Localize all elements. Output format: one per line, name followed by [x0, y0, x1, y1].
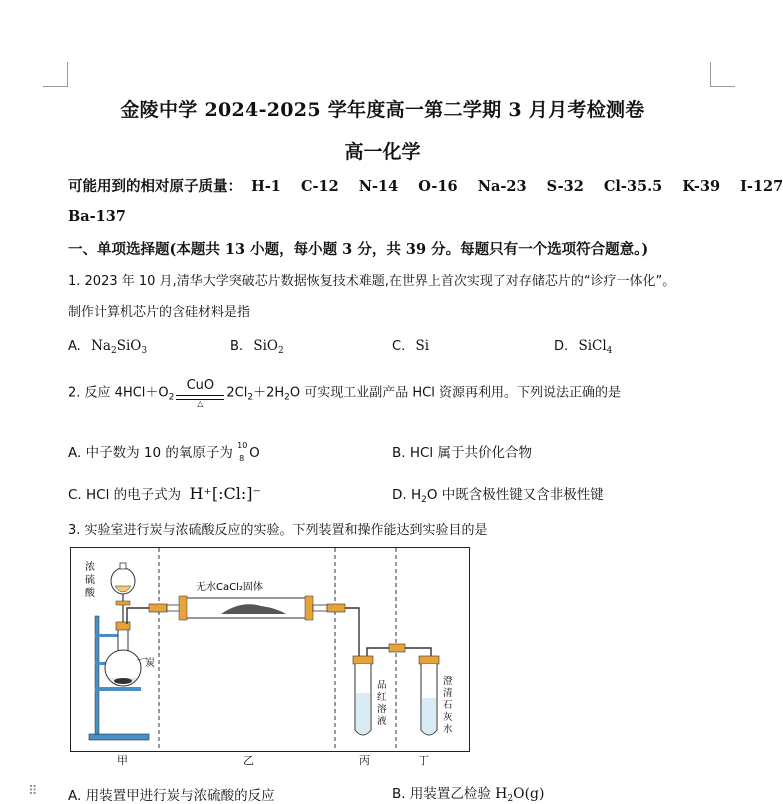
carbon-solid [114, 678, 132, 684]
svg-text:液: 液 [377, 716, 387, 727]
q2-option-b: B. HCl 属于共价化合物 [392, 445, 532, 461]
q2-option-c: C. HCl 的电子式为 H⁺[:Cl:]⁻ [68, 484, 261, 503]
isotope-notation: 10 8 [237, 441, 248, 463]
formula-sicl4: SiCl$_4$ [578, 338, 613, 356]
mass-o: O-16 [418, 178, 458, 195]
atomic-mass-label: 可能用到的相对原子质量： [68, 178, 242, 195]
q1-option-c: C. Si [392, 338, 430, 354]
mass-na: Na-23 [477, 178, 527, 195]
svg-text:澄: 澄 [443, 676, 453, 687]
electron-formula: H⁺[:Cl:]⁻ [189, 484, 261, 503]
apparatus-drawing [71, 548, 469, 751]
svg-text:溶: 溶 [377, 704, 387, 715]
acid-label-1: 浓 [85, 562, 95, 573]
q2-option-a: A. 中子数为 10 的氧原子为 10 8 O [68, 441, 260, 463]
q1-option-b: B. SiO$_2$ [230, 338, 284, 356]
flask-stopper [116, 622, 130, 630]
formula-sio2: SiO$_2$ [253, 338, 284, 356]
mass-i: I-127 [740, 178, 783, 195]
exam-title: 金陵中学 2024-2025 学年度高一第二学期 3 月月考检测卷 [120, 99, 645, 121]
svg-text:水: 水 [443, 724, 453, 735]
connector-3 [389, 644, 405, 652]
mass-c: C-12 [300, 178, 339, 195]
svg-text:石: 石 [443, 700, 453, 711]
corner-mark-top-right [710, 62, 735, 87]
q1-option-d: D. SiCl$_4$ [554, 338, 613, 356]
cacl2-label: 无水CaCl₂固体 [196, 582, 263, 593]
carbon-label: 炭 [145, 658, 155, 669]
acid-label-3: 酸 [85, 588, 95, 599]
svg-text:红: 红 [377, 692, 387, 703]
drag-handle-icon[interactable]: ⠿ [28, 784, 38, 799]
stand-rod [95, 616, 99, 734]
stand-base [89, 734, 149, 740]
q3-stem: 3. 实验室进行炭与浓硫酸反应的实验。下列装置和操作能达到实验目的是 [68, 523, 488, 538]
label-bing: 丙 [359, 754, 370, 767]
q2-stem: 2. 反应 $4HCl+O_2$ CuO △ $2Cl_2+2H_2O$ 可实现工业副产品 HCl 资源再利用。下列说法正确的是 [68, 378, 621, 408]
label-yi: 乙 [243, 754, 254, 767]
connector-2 [327, 604, 345, 612]
label-ding: 丁 [418, 754, 429, 767]
mass-s: S-32 [546, 178, 584, 195]
atomic-mass-line [68, 175, 783, 196]
reaction-arrow: CuO △ [176, 378, 224, 408]
q1-stem-line2: 制作计算机芯片的含硅材料是指 [68, 305, 251, 320]
q1-option-a: A. $Na_2SiO_3$ [68, 338, 148, 356]
formula-na2sio3: $Na_2SiO_3$ [91, 338, 148, 356]
mass-n: N-14 [358, 178, 399, 195]
section-heading: 一、单项选择题(本题共 13 小题，每小题 3 分，共 39 分。每题只有一个选项符合题意。) [68, 241, 649, 258]
svg-text:品: 品 [377, 680, 387, 691]
q2-option-d: D. $H_2O$ 中既含极性键又含非极性键 [392, 487, 604, 505]
mass-k: K-39 [682, 178, 721, 195]
mass-h: H-1 [251, 178, 281, 195]
q3-option-b: B. 用装置乙检验 $H_2O(g)$ [392, 786, 545, 804]
mass-cl: Cl-35.5 [603, 178, 663, 195]
exam-subtitle: 高一化学 [344, 141, 421, 163]
funnel-stopcock [116, 601, 130, 605]
q1-stem-line1: 1. 2023 年 10 月,清华大学突破芯片数据恢复技术难题,在世界上首次实现了对存储芯片的“诊疗一体化”。 [68, 274, 676, 289]
formula-si: Si [415, 338, 430, 354]
ring-support [95, 687, 141, 691]
label-jia: 甲 [117, 754, 128, 767]
svg-text:灰: 灰 [443, 712, 453, 723]
acid-label-2: 硫 [85, 575, 95, 586]
corner-mark-top-left [43, 62, 68, 87]
connector-1 [149, 604, 167, 612]
svg-text:清: 清 [443, 688, 453, 699]
q3-option-a: A. 用装置甲进行炭与浓硫酸的反应 [68, 788, 275, 804]
mass-ba: Ba-137 [68, 208, 126, 225]
apparatus-figure [70, 547, 470, 752]
